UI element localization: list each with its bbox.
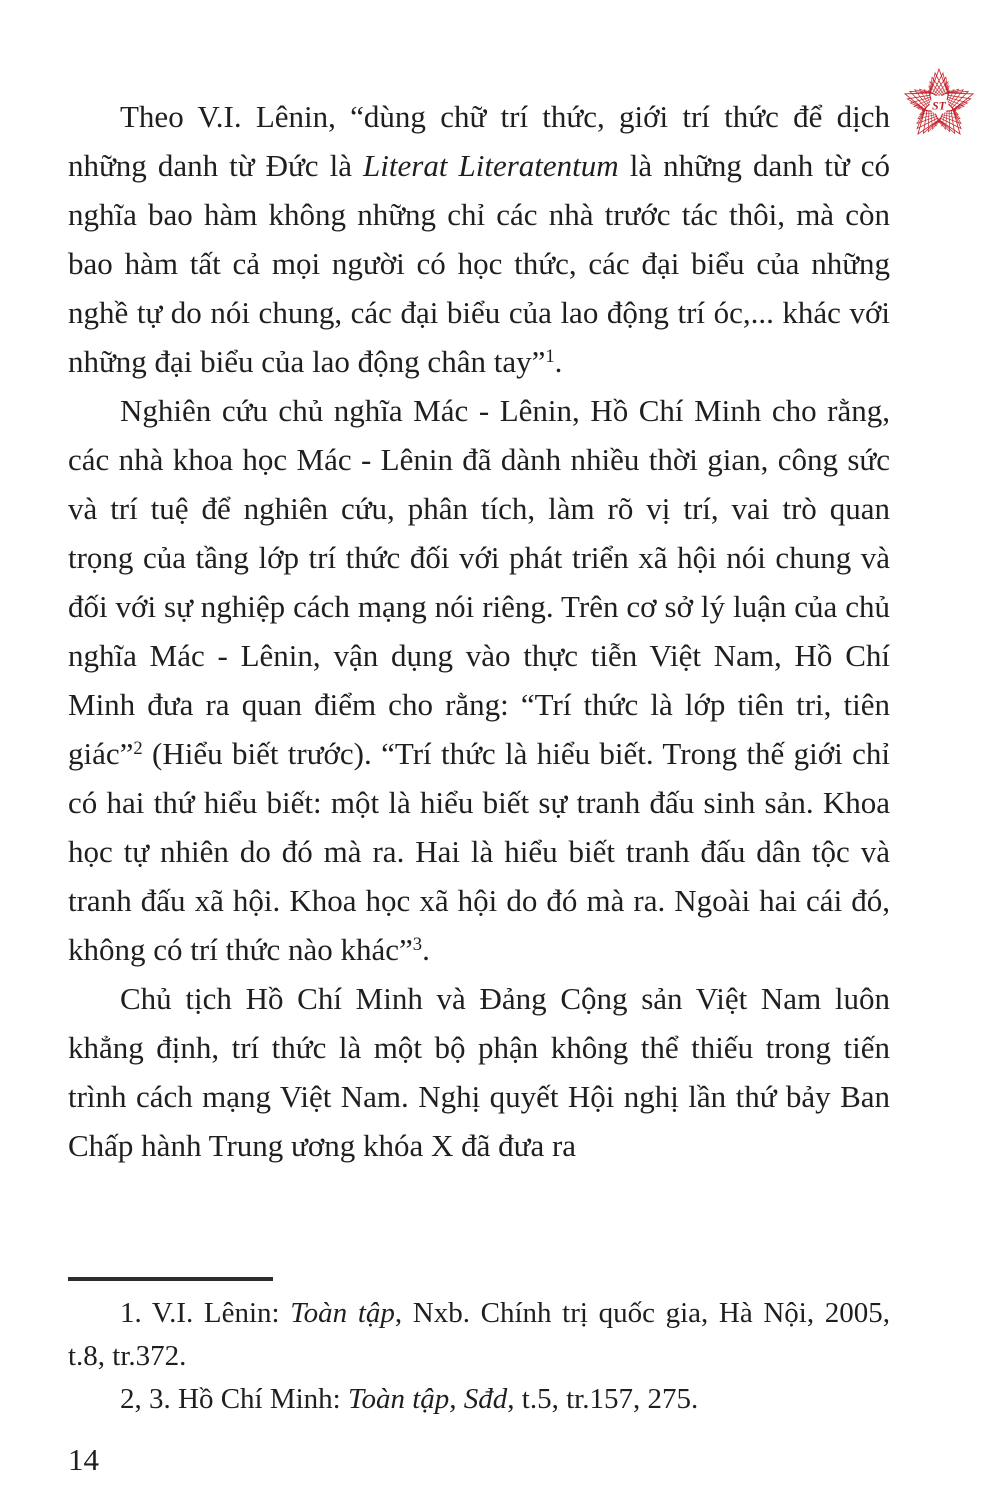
- footnotes: [68, 1292, 890, 1421]
- footnote-reference-superscript: 3: [412, 933, 423, 955]
- text-segment: 1. V.I. Lênin:: [120, 1297, 291, 1329]
- text-segment: 2, 3. Hồ Chí Minh:: [120, 1383, 348, 1415]
- text-segment: Toàn tập: [290, 1297, 395, 1329]
- publisher-st-emblem-icon: [899, 66, 979, 144]
- paragraph-marx-lenin-research: [68, 386, 890, 974]
- text-segment: (Hiểu biết trước). “Trí thức là hiểu biết. Trong thế giới chỉ có hai thứ hiểu biết: một là hiểu biết sự tranh đấu sinh sản. Khoa học tự nhiên do đó mà ra. Hai là hiểu biết tranh đấu dân tộc và tranh đấu xã hội. Khoa học xã hội do đó mà ra. Ngoài hai cái đó, không có trí thức nào khác”: [68, 736, 890, 967]
- page-number: 14: [68, 1442, 99, 1477]
- footnote-reference-superscript: 1: [545, 345, 555, 367]
- text-segment: Chủ tịch Hồ Chí Minh và Đảng Cộng sản Việt Nam luôn khẳng định, trí thức là một bộ phận không thể thiếu trong tiến trình cách mạng Việt Nam. Nghị quyết Hội nghị lần thứ bảy Ban Chấp hành Trung ương khóa X đã đưa ra: [68, 981, 890, 1163]
- footnote-reference-superscript: 2: [133, 737, 143, 759]
- footnote-1: [68, 1292, 890, 1378]
- footnote-2-3: [68, 1378, 890, 1421]
- text-segment: Toàn tập, Sđd: [348, 1383, 508, 1415]
- text-segment: Literat Literatentum: [363, 148, 619, 183]
- emblem-monogram: ST: [932, 99, 946, 113]
- text-segment: Theo V.I. Lênin, “dùng chữ trí thức, giới trí thức để dịch những danh từ Đức là: [68, 99, 890, 183]
- text-segment: Nghiên cứu chủ nghĩa Mác - Lênin, Hồ Chí Minh cho rằng, các nhà khoa học Mác - Lênin đã dành nhiều thời gian, công sức và trí tuệ để nghiên cứu, phân tích, làm rõ vị trí, vai trò quan trọng của tầng lớp trí thức đối với phát triển xã hội nói chung và đối với sự nghiệp cách mạng nói riêng. Trên cơ sở lý luận của chủ nghĩa Mác - Lênin, vận dụng vào thực tiễn Việt Nam, Hồ Chí Minh đưa ra quan điểm cho rằng: “Trí thức là lớp tiên tri, tiên giác”: [68, 393, 890, 771]
- text-segment: .: [554, 344, 563, 379]
- text-segment: , t.5, tr.157, 275.: [507, 1383, 699, 1415]
- body-text: [68, 92, 890, 1170]
- paragraph-lenin-quote: [68, 92, 890, 386]
- text-segment: là những danh từ có nghĩa bao hàm không những chỉ các nhà trước tác thôi, mà còn bao hàm tất cả mọi người có học thức, các đại biểu của những nghề tự do nói chung, các đại biểu của lao động trí óc,... khác với những đại biểu của lao động chân tay”: [68, 148, 890, 379]
- paragraph-party-affirmation: [68, 974, 890, 1170]
- footnote-divider: [68, 1277, 273, 1281]
- text-segment: .: [422, 932, 430, 967]
- text-segment: , Nxb. Chính trị quốc gia, Hà Nội, 2005, t.8, tr.372.: [68, 1297, 890, 1372]
